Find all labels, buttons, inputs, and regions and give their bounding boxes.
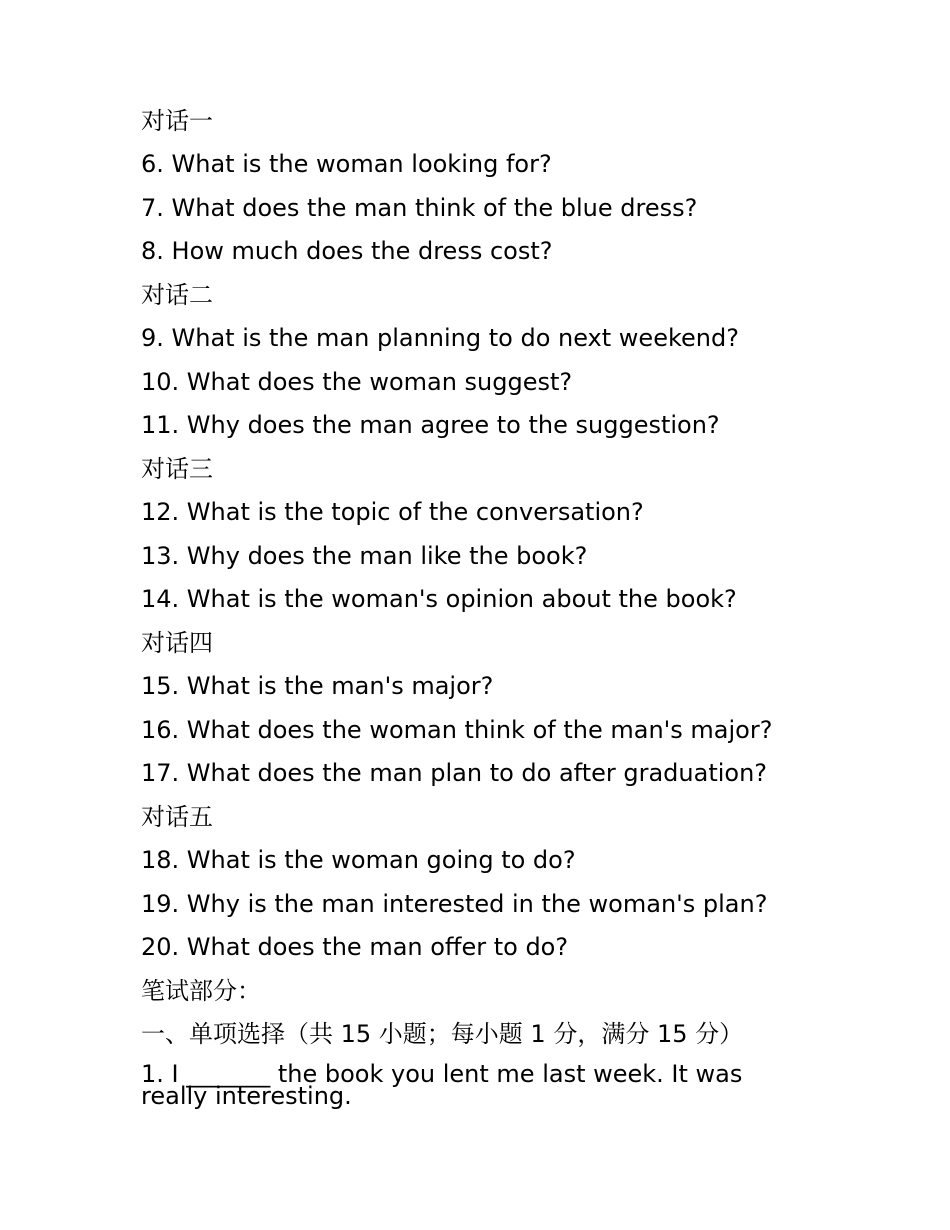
question-7: 7. What does the man think of the blue dress? [141,194,698,222]
written-question-1: 1. I _______ the book you lent me last week. It was really interesting. [141,1060,743,1110]
section-heading-dialogue-1: 对话一 [141,107,213,135]
question-14: 14. What is the woman's opinion about the book? [141,585,737,613]
question-17: 17. What does the man plan to do after graduation? [141,759,768,787]
question-18: 18. What is the woman going to do? [141,846,576,874]
section-heading-dialogue-5: 对话五 [141,803,213,831]
question-11: 11. Why does the man agree to the suggestion? [141,411,720,439]
question-6: 6. What is the woman looking for? [141,150,552,178]
question-10: 10. What does the woman suggest? [141,368,573,396]
section-heading-dialogue-4: 对话四 [141,629,213,657]
question-12: 12. What is the topic of the conversation? [141,498,644,526]
question-19: 19. Why is the man interested in the woman's plan? [141,890,768,918]
written-section-heading: 笔试部分： [141,977,261,1005]
question-9: 9. What is the man planning to do next weekend? [141,324,739,352]
section-heading-dialogue-3: 对话三 [141,455,213,483]
question-8: 8. How much does the dress cost? [141,237,553,265]
question-20: 20. What does the man offer to do? [141,933,569,961]
multiple-choice-heading: 一、单项选择（共 15 小题；每小题 1 分，满分 15 分） [141,1020,744,1048]
question-16: 16. What does the woman think of the man's major? [141,716,773,744]
section-heading-dialogue-2: 对话二 [141,281,213,309]
question-13: 13. Why does the man like the book? [141,542,588,570]
question-15: 15. What is the man's major? [141,672,494,700]
